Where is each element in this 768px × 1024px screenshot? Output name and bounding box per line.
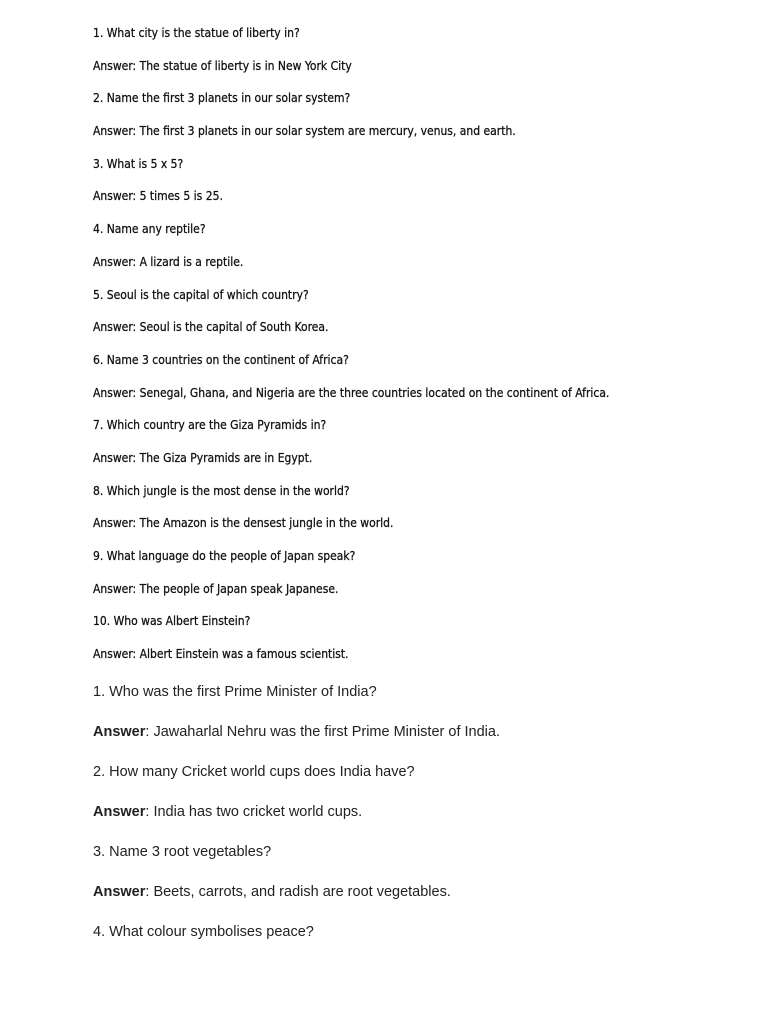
question-9: 9. What language do the people of Japan speak? — [93, 549, 356, 563]
answer-text: : Jawaharlal Nehru was the first Prime Minister of India. — [145, 723, 500, 740]
question-6: 6. Name 3 countries on the continent of Africa? — [93, 352, 349, 367]
answer-5: Answer: Seoul is the capital of South Korea. — [93, 320, 329, 335]
question-8: 8. Which jungle is the most dense in the world? — [93, 483, 350, 498]
quiz-section-two — [93, 682, 753, 962]
question-5: 5. Seoul is the capital of which country? — [93, 287, 309, 302]
question-10: 10. Who was Albert Einstein? — [93, 614, 251, 629]
answer-10: Answer: Albert Einstein was a famous scientist. — [93, 647, 349, 662]
india-answer-1 — [93, 722, 753, 762]
answer-6: Answer: Senegal, Ghana, and Nigeria are the three countries located on the continent of Africa. — [93, 385, 610, 400]
question-4: 4. Name any reptile? — [93, 222, 206, 237]
quiz-section-one — [93, 0, 753, 679]
answer-4: Answer: A lizard is a reptile. — [93, 254, 244, 269]
document-page — [93, 0, 753, 962]
answer-label: Answer — [93, 883, 146, 900]
question-3: 3. What is 5 x 5? — [93, 156, 184, 171]
answer-text: : Beets, carrots, and radish are root vegetables. — [145, 883, 451, 900]
india-question-3: 3. Name 3 root vegetables? — [93, 843, 272, 860]
india-answer-2 — [93, 802, 753, 842]
india-question-2: 2. How many Cricket world cups does India have? — [93, 763, 415, 780]
question-7: 7. Which country are the Giza Pyramids in? — [93, 418, 327, 433]
answer-text: : India has two cricket world cups. — [145, 803, 363, 820]
question-1: 1. What city is the statue of liberty in? — [93, 26, 300, 40]
india-answer-3 — [93, 882, 753, 922]
answer-7: Answer: The Giza Pyramids are in Egypt. — [93, 450, 313, 465]
answer-label: Answer — [93, 723, 146, 740]
answer-2: Answer: The first 3 planets in our solar system are mercury, venus, and earth. — [93, 124, 516, 139]
india-question-4: 4. What colour symbolises peace? — [93, 923, 314, 940]
answer-9: Answer: The people of Japan speak Japanese. — [93, 581, 339, 596]
answer-3: Answer: 5 times 5 is 25. — [93, 189, 223, 204]
answer-1: Answer: The statue of liberty is in New York City — [93, 58, 352, 73]
answer-label: Answer — [93, 803, 146, 820]
india-question-1: 1. Who was the first Prime Minister of India? — [93, 683, 377, 700]
answer-8: Answer: The Amazon is the densest jungle in the world. — [93, 516, 394, 531]
question-2: 2. Name the first 3 planets in our solar system? — [93, 91, 351, 106]
